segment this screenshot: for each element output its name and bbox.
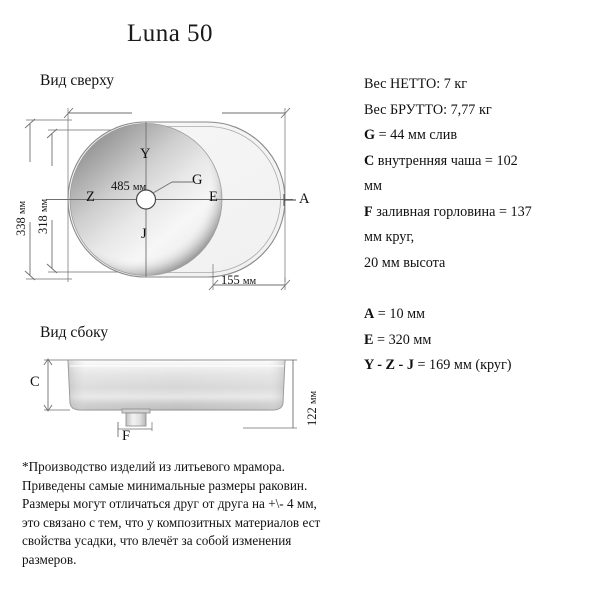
spec-text-e: = 320 мм [373, 331, 432, 348]
spec-text-f: заливная горловина = 137 [372, 203, 532, 220]
side-view-drawing [0, 340, 340, 450]
spec-item-g [364, 123, 596, 149]
footnote-line: свойства усадки, что влечёт за собой изменения [22, 533, 292, 549]
footnote-line: размеров. [22, 551, 77, 567]
spec-item-e [364, 328, 596, 354]
spec-text-g: = 44 мм слив [375, 127, 458, 143]
spec-weight-net: Вес НЕТТО: 7 кг [364, 76, 468, 92]
label-j: J [141, 226, 147, 242]
marker-a-tick [284, 194, 296, 206]
side-view-svg [0, 340, 340, 450]
spec-item-c-cont: мм [364, 178, 382, 194]
top-view-heading: Вид сверху [40, 72, 115, 89]
footnote [22, 458, 342, 570]
spec-ref-c: C [364, 152, 375, 169]
spec-ref-yzj: Y - Z - J [364, 357, 414, 373]
spec-item-f-height: 20 мм высота [364, 254, 446, 271]
label-z: Z [86, 189, 95, 205]
spec-text-c: внутренняя чаша = 102 [374, 152, 518, 169]
spec-ref-g: G [364, 127, 376, 143]
side-view-heading: Вид сбоку [40, 324, 109, 341]
label-f: F [122, 428, 131, 444]
label-c: C [30, 374, 40, 390]
spec-item-a [364, 302, 596, 328]
specification-list [364, 72, 596, 379]
label-y: Y [140, 146, 151, 162]
dimension-label-155: 155 мм [221, 273, 257, 287]
footnote-line: *Производство изделий из литьевого мрамора. [22, 459, 285, 474]
spec-weight-gross: Вес БРУТТО: 7,77 кг [364, 101, 492, 118]
footnote-line: это связано с тем, что у композитных материалов ест [22, 514, 321, 530]
spec-item-f [364, 200, 596, 226]
dimension-label-485: 485 мм [111, 179, 147, 193]
top-view-svg [0, 86, 340, 301]
spec-item-c [364, 149, 596, 175]
spec-ref-f: F [364, 203, 373, 220]
dimension-label-318: 318 мм [36, 198, 50, 234]
footnote-line: Размеры могут отличаться друг от друга на +\- 4 мм, [22, 496, 317, 512]
footnote-line: Приведены самые минимальные размеры раковин. [22, 477, 308, 493]
spec-ref-e: E [364, 331, 374, 348]
spec-ref-a: A [364, 306, 375, 322]
label-e: E [209, 189, 218, 205]
basin-body-side [68, 360, 285, 410]
dimension-c [44, 359, 70, 411]
spec-item-f-cont: мм круг, [364, 229, 415, 245]
spec-text-yzj: = 169 мм (круг) [413, 357, 512, 373]
dimension-label-122: 122 мм [305, 390, 319, 426]
dimension-label-338: 338 мм [14, 200, 28, 236]
spec-text-a: = 10 мм [374, 306, 426, 322]
top-view-drawing [0, 86, 340, 301]
spec-item-yzj [364, 353, 596, 379]
label-a: A [299, 191, 310, 207]
drain-spout [122, 409, 150, 426]
label-g: G [192, 172, 203, 188]
spec-divider-gap [364, 276, 596, 302]
page-title: Luna 50 [126, 20, 214, 47]
